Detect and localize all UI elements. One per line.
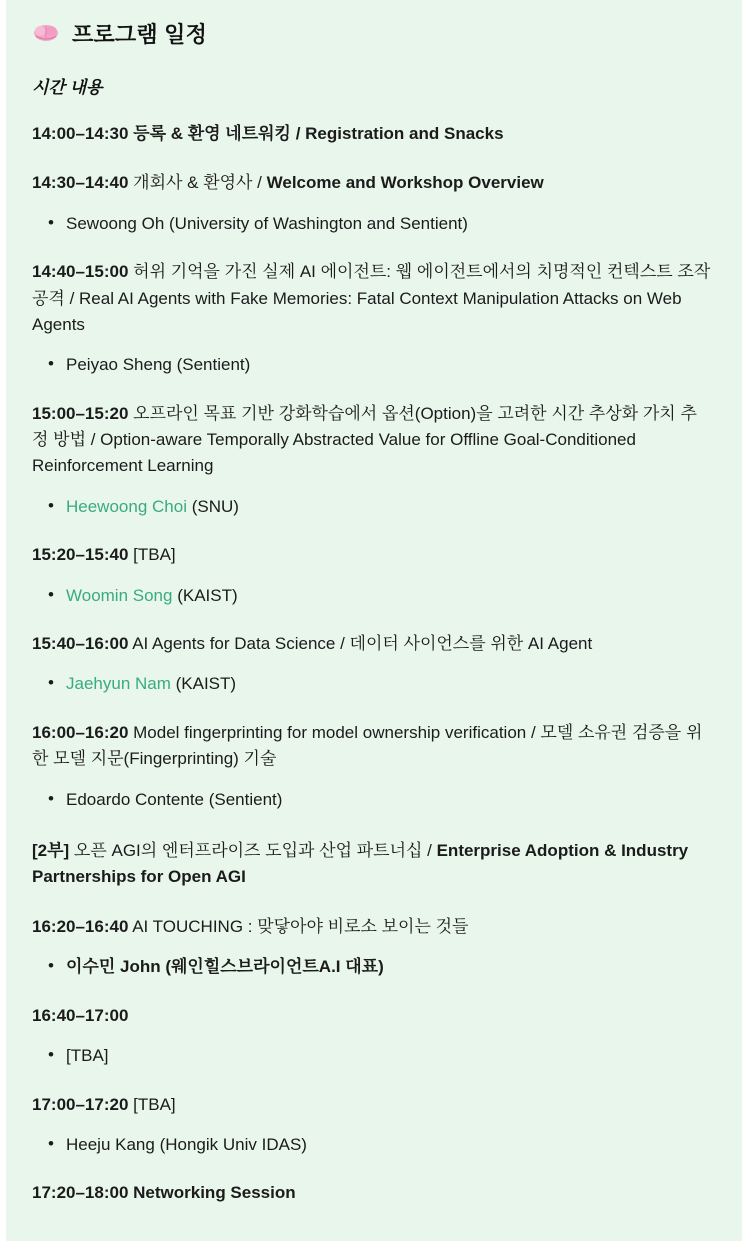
speaker-list [32, 954, 712, 980]
speaker-affiliation: (Sentient) [204, 789, 283, 809]
schedule-time: 16:20–16:40 [32, 916, 129, 936]
schedule-item [32, 259, 712, 338]
speaker-link[interactable]: Jaehyun Nam [66, 674, 171, 694]
schedule-time: 15:20–15:40 [32, 545, 129, 565]
schedule-time: 15:40–16:00 [32, 634, 129, 654]
schedule-item [32, 720, 712, 773]
speaker-list [32, 211, 712, 237]
section-part-label: [2부] [32, 841, 70, 861]
list-item [66, 954, 712, 980]
speaker-name: Heeju Kang [66, 1134, 155, 1154]
section-heading-part2 [32, 838, 712, 891]
speaker-list [32, 352, 712, 378]
speaker-affiliation: (KAIST) [170, 674, 237, 694]
list-item [66, 583, 712, 609]
list-item [66, 1132, 712, 1158]
speaker-link[interactable]: Heewoong Choi [66, 496, 187, 516]
schedule-item [32, 401, 712, 480]
closing-session: 17:20–18:00 Networking Session [32, 1183, 296, 1203]
schedule-time: 14:40–15:00 [32, 262, 129, 282]
page-title: 프로그램 일정 [72, 22, 208, 47]
speaker-affiliation: (Hongik Univ IDAS) [154, 1134, 307, 1154]
list-item [66, 352, 712, 378]
schedule-desc-ko: 등록 & 환영 네트워킹 / [128, 124, 306, 143]
schedule-desc-en: [TBA] [128, 1094, 176, 1114]
list-item [66, 671, 712, 697]
schedule-time: 16:40–17:00 [32, 1005, 129, 1025]
schedule-desc-en: Registration and Snacks [305, 124, 504, 143]
schedule-desc-en: 허위 기억을 가진 실제 AI 에이전트: 웹 에이전트에서의 치명적인 컨텍스트 조작 공격 / Real AI Agents with Fake Memories: Fatal Context Manipulation Attacks on Web Agents [32, 262, 711, 334]
speaker-list [32, 494, 712, 520]
speaker-list [32, 787, 712, 813]
speaker-list [32, 1132, 712, 1158]
schedule-item [32, 121, 712, 147]
list-item [66, 494, 712, 520]
brain-icon [32, 22, 60, 46]
schedule-time: 14:00–14:30 [32, 124, 129, 143]
schedule-item [32, 170, 712, 196]
schedule-desc-en: 오프라인 목표 기반 강화학습에서 옵션(Option)을 고려한 시간 추상화 가치 추정 방법 / Option-aware Temporally Abstracted Value for Offline Goal-Conditioned Reinforcement Learning [32, 403, 697, 476]
schedule-desc-ko: 개회사 & 환영사 / [128, 173, 267, 193]
speaker-affiliation: (Sentient) [171, 355, 251, 375]
speaker-name: 이수민 John [66, 957, 161, 977]
schedule-desc-en: Welcome and Workshop Overview [266, 173, 544, 193]
schedule-time: 14:30–14:40 [32, 173, 129, 193]
speaker-list [32, 1043, 712, 1069]
speaker-affiliation: (University of Washington and Sentient) [164, 213, 468, 233]
schedule-time: 17:00–17:20 [32, 1094, 129, 1114]
list-item [66, 1043, 712, 1069]
speaker-list [32, 583, 712, 609]
list-item [66, 211, 712, 237]
schedule-item [32, 542, 712, 568]
list-item [66, 787, 712, 813]
schedule-desc-en: Model fingerprinting for model ownership verification / 모델 소유권 검증을 위한 모델 지문(Fingerprinting) 기술 [32, 722, 703, 769]
speaker-affiliation: (KAIST) [172, 585, 238, 605]
section-title-en: Enterprise Adoption & Industry Partnerships for Open AGI [32, 841, 689, 887]
speaker-affiliation: (웨인힐스브라이언트A.I 대표) [160, 957, 384, 977]
schedule-time: 15:00–15:20 [32, 403, 129, 423]
schedule-time: 16:00–16:20 [32, 722, 129, 742]
speaker-name: Peiyao Sheng [66, 355, 172, 375]
left-margin-rail [0, 0, 6, 1241]
speaker-name: [TBA] [66, 1046, 109, 1065]
table-header-label: 시간 내용 [32, 78, 103, 97]
schedule-item [32, 1092, 712, 1118]
page-title-row [32, 18, 712, 49]
speaker-name: Sewoong Oh [66, 213, 165, 233]
schedule-desc-en: [TBA] [128, 545, 176, 565]
speaker-name: Edoardo Contente [66, 789, 204, 809]
schedule-desc-en: AI Agents for Data Science / 데이터 사이언스를 위한 AI Agent [128, 634, 593, 654]
schedule-item [32, 914, 712, 940]
schedule-desc-en: AI TOUCHING : 맞닿아야 비로소 보이는 것들 [128, 916, 469, 936]
section-title-ko: 오픈 AGI의 엔터프라이즈 도입과 산업 파트너십 / [69, 841, 437, 861]
speaker-list [32, 671, 712, 697]
schedule-item [32, 1003, 712, 1029]
speaker-link[interactable]: Woomin Song [66, 585, 173, 605]
speaker-affiliation: (SNU) [186, 496, 239, 516]
schedule-item [32, 631, 712, 657]
